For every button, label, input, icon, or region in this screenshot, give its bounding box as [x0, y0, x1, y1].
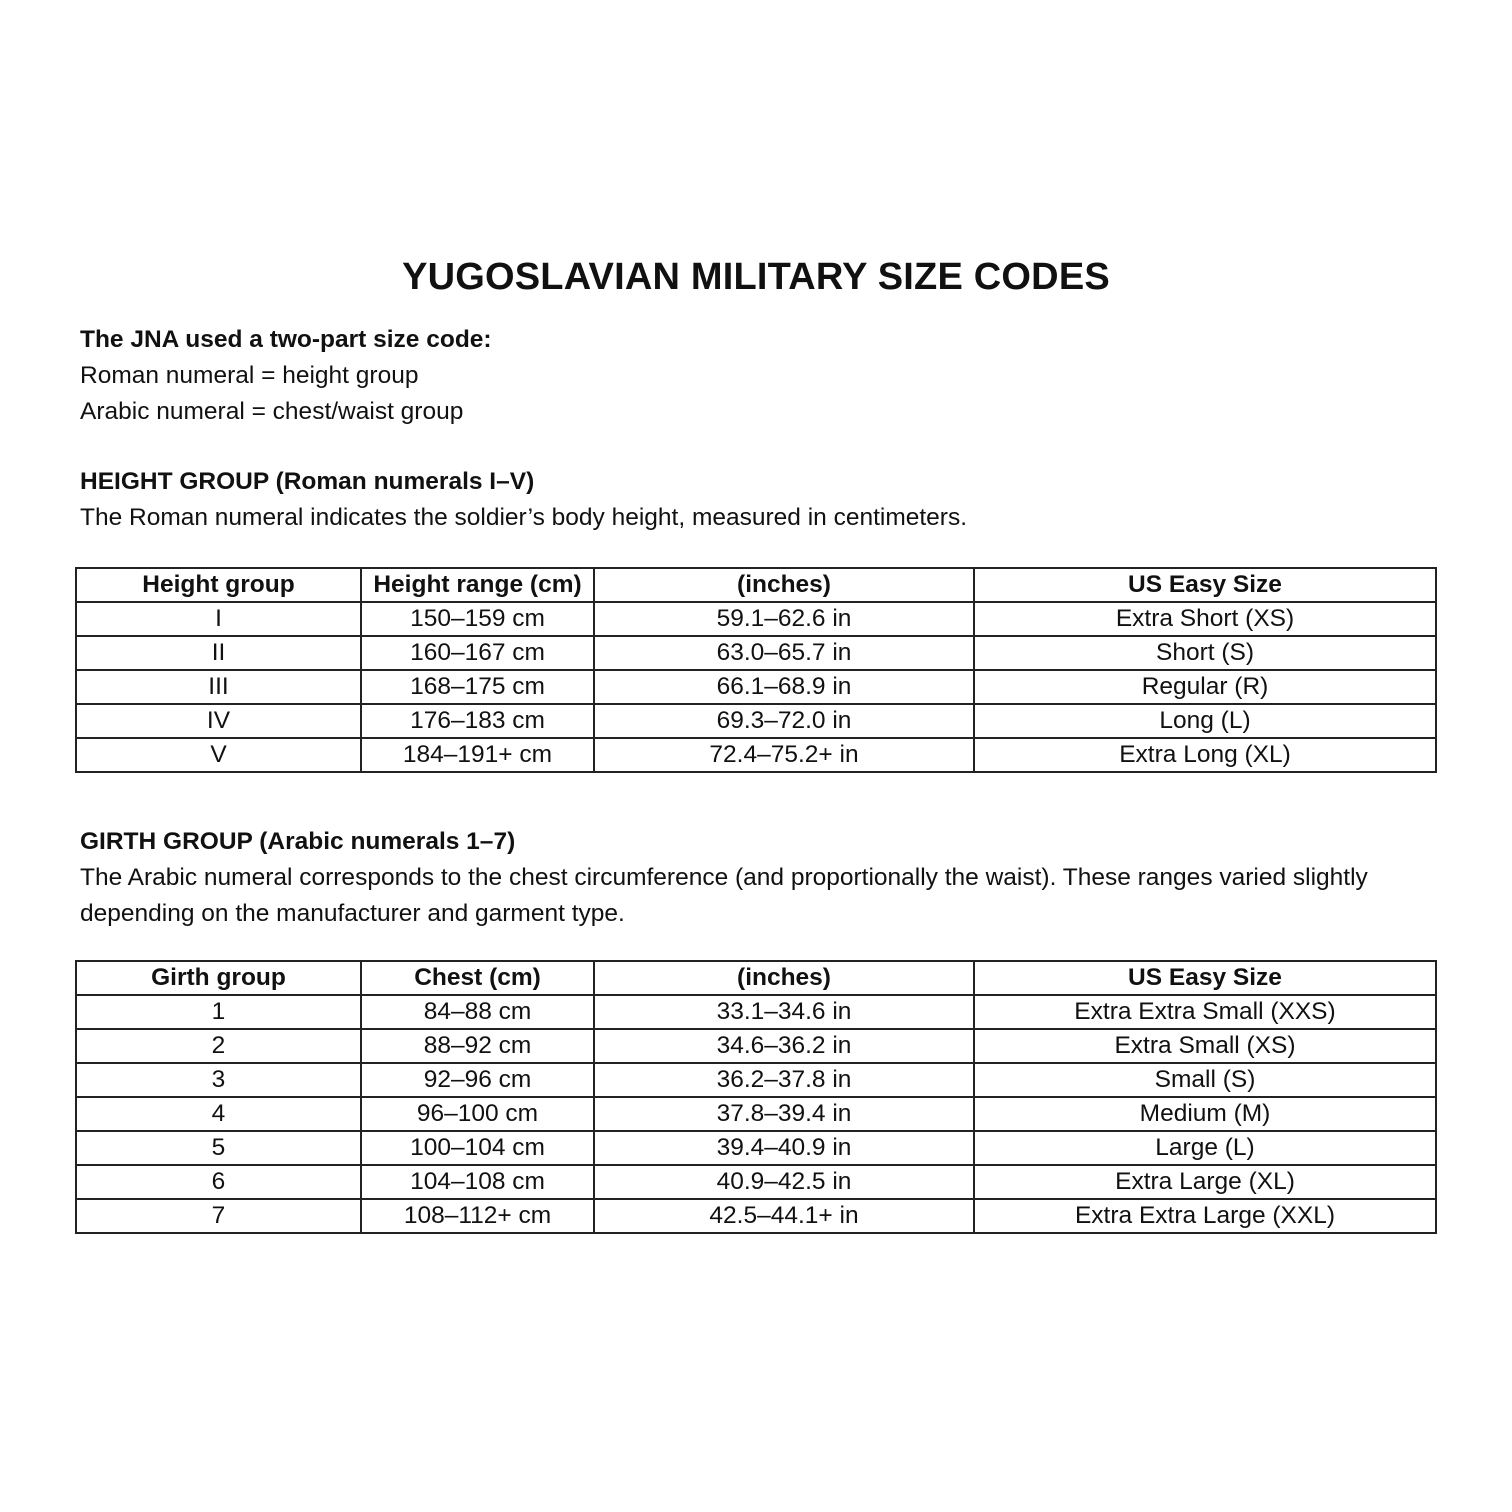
table-row — [76, 704, 1436, 738]
table-cell: Extra Extra Large (XXL) — [974, 1199, 1436, 1233]
intro-line-roman: Roman numeral = height group — [80, 362, 419, 389]
table-cell: Short (S) — [974, 636, 1436, 670]
table-cell: 5 — [76, 1131, 361, 1165]
table-cell: 108–112+ cm — [361, 1199, 594, 1233]
table-cell: 84–88 cm — [361, 995, 594, 1029]
table-cell: 88–92 cm — [361, 1029, 594, 1063]
height-section-description: The Roman numeral indicates the soldier’s body height, measured in centimeters. — [80, 504, 968, 531]
column-header: (inches) — [594, 568, 974, 602]
table-cell: 33.1–34.6 in — [594, 995, 974, 1029]
column-header: US Easy Size — [974, 961, 1436, 995]
table-cell: 176–183 cm — [361, 704, 594, 738]
girth-table-header-row — [76, 961, 1436, 995]
table-cell: 6 — [76, 1165, 361, 1199]
girth-section-description: The Arabic numeral corresponds to the chest circumference (and proportionally the waist). These ranges varied slightly depending on the manufacturer and garment type. — [80, 864, 1368, 927]
table-row — [76, 1029, 1436, 1063]
table-cell: 4 — [76, 1097, 361, 1131]
column-header: Height group — [76, 568, 361, 602]
table-row — [76, 1131, 1436, 1165]
table-cell: 2 — [76, 1029, 361, 1063]
column-header: Height range (cm) — [361, 568, 594, 602]
table-cell: Regular (R) — [974, 670, 1436, 704]
table-row — [76, 1199, 1436, 1233]
height-table-header-row — [76, 568, 1436, 602]
table-cell: 100–104 cm — [361, 1131, 594, 1165]
table-row — [76, 1097, 1436, 1131]
table-cell: 1 — [76, 995, 361, 1029]
table-cell: 40.9–42.5 in — [594, 1165, 974, 1199]
table-cell: 66.1–68.9 in — [594, 670, 974, 704]
intro-line-arabic: Arabic numeral = chest/waist group — [80, 398, 464, 425]
column-header: (inches) — [594, 961, 974, 995]
table-cell: 69.3–72.0 in — [594, 704, 974, 738]
height-section — [80, 464, 1440, 536]
table-row — [76, 670, 1436, 704]
height-table — [75, 567, 1437, 773]
table-cell: 104–108 cm — [361, 1165, 594, 1199]
table-row — [76, 602, 1436, 636]
table-row — [76, 1165, 1436, 1199]
table-cell: 63.0–65.7 in — [594, 636, 974, 670]
table-row — [76, 738, 1436, 772]
column-header: US Easy Size — [974, 568, 1436, 602]
table-cell: III — [76, 670, 361, 704]
table-cell: 92–96 cm — [361, 1063, 594, 1097]
table-row — [76, 636, 1436, 670]
table-cell: Medium (M) — [974, 1097, 1436, 1131]
table-cell: V — [76, 738, 361, 772]
page-title: YUGOSLAVIAN MILITARY SIZE CODES — [402, 256, 1110, 298]
table-cell: IV — [76, 704, 361, 738]
table-cell: Extra Long (XL) — [974, 738, 1436, 772]
table-cell: Extra Small (XS) — [974, 1029, 1436, 1063]
table-cell: 96–100 cm — [361, 1097, 594, 1131]
table-cell: 36.2–37.8 in — [594, 1063, 974, 1097]
table-cell: 168–175 cm — [361, 670, 594, 704]
table-cell: Small (S) — [974, 1063, 1436, 1097]
column-header: Chest (cm) — [361, 961, 594, 995]
table-cell: 37.8–39.4 in — [594, 1097, 974, 1131]
girth-table — [75, 960, 1437, 1234]
table-cell: Extra Extra Small (XXS) — [974, 995, 1436, 1029]
table-cell: II — [76, 636, 361, 670]
intro-lead: The JNA used a two-part size code: — [80, 326, 492, 353]
girth-section — [80, 824, 1440, 932]
girth-section-heading: GIRTH GROUP (Arabic numerals 1–7) — [80, 828, 516, 855]
table-cell: 34.6–36.2 in — [594, 1029, 974, 1063]
table-row — [76, 1063, 1436, 1097]
column-header: Girth group — [76, 961, 361, 995]
table-cell: Large (L) — [974, 1131, 1436, 1165]
table-cell: 39.4–40.9 in — [594, 1131, 974, 1165]
table-cell: 160–167 cm — [361, 636, 594, 670]
table-cell: I — [76, 602, 361, 636]
table-cell: 42.5–44.1+ in — [594, 1199, 974, 1233]
table-cell: 184–191+ cm — [361, 738, 594, 772]
table-row — [76, 995, 1436, 1029]
height-section-heading: HEIGHT GROUP (Roman numerals I–V) — [80, 468, 535, 495]
intro-block — [80, 322, 1440, 430]
table-cell: 59.1–62.6 in — [594, 602, 974, 636]
table-cell: 150–159 cm — [361, 602, 594, 636]
table-cell: Extra Short (XS) — [974, 602, 1436, 636]
table-cell: Extra Large (XL) — [974, 1165, 1436, 1199]
table-cell: 72.4–75.2+ in — [594, 738, 974, 772]
table-cell: 7 — [76, 1199, 361, 1233]
table-cell: 3 — [76, 1063, 361, 1097]
table-cell: Long (L) — [974, 704, 1436, 738]
